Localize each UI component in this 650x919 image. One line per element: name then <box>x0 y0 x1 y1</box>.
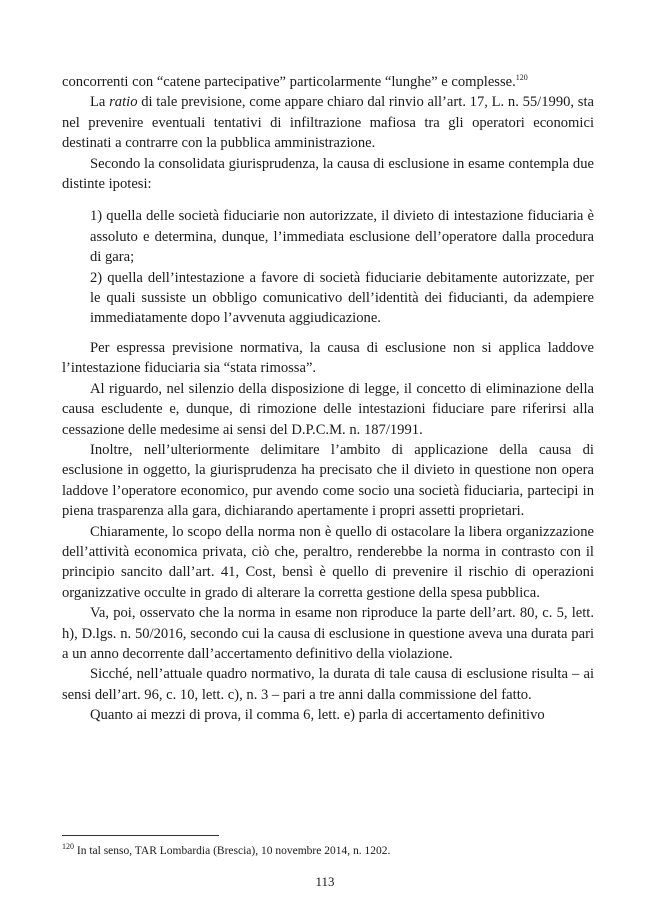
footnote-divider <box>62 835 219 836</box>
paragraph: Per espressa previsione normativa, la causa di esclusione non si applica laddove l’intestazione fiduciaria sia “stata rimossa”. <box>62 339 594 377</box>
footnote-reference[interactable]: 120 <box>515 73 528 83</box>
footnote-number: 120 <box>62 842 74 852</box>
paragraph-continuation: concorrenti con “catene partecipative” particolarmente “lunghe” e complesse.$^{120}$ <box>62 73 528 90</box>
paragraph-ratio: La ratio di tale previsione, come appare chiaro dal rinvio all’art. 17, L. n. 55/1990, sta nel prevenire eventuali tentativi di infiltrazione mafiosa tra gli operatori economici destinati a contrarre con la pubblica amministrazione. <box>62 94 594 152</box>
hypotheses-list <box>62 206 594 328</box>
list-item: 1) quella delle società fiduciarie non autorizzate, il divieto di intestazione fiduciaria è assoluto e determina, dunque, l’immediata esclusione dell’operatore dalla procedura di gara; <box>90 208 594 266</box>
italic-term: ratio <box>109 94 138 111</box>
body-text <box>62 72 594 726</box>
paragraph: Secondo la consolidata giurisprudenza, la causa di esclusione in esame contempla due distinte ipotesi: <box>62 155 594 193</box>
paragraph: Va, poi, osservato che la norma in esame non riproduce la parte dell’art. 80, c. 5, lett. h), D.lgs. n. 50/2016, secondo cui la causa di esclusione in questione aveva una durata pari a un anno decorrente dall’accertamento definitivo della violazione. <box>62 605 594 662</box>
paragraph: Al riguardo, nel silenzio della disposizione di legge, il concetto di eliminazione della causa escludente e, dunque, di rimozione delle intestazioni fiduciare pare riferirsi alla cessazione delle medesime ai sensi del D.P.C.M. n. 187/1991. <box>62 380 594 438</box>
footnote <box>62 844 594 859</box>
paragraph: Sicché, nell’attuale quadro normativo, la durata di tale causa di esclusione risulta – ai sensi dell’art. 96, c. 10, lett. c), n. 3 – pari a tre anni dalla commissione del fatto. <box>62 666 594 703</box>
paragraph: Quanto ai mezzi di prova, il comma 6, lett. e) parla di accertamento definitivo <box>90 707 545 724</box>
page-number: 113 <box>315 874 335 889</box>
paragraph: Chiaramente, lo scopo della norma non è quello di ostacolare la libera organizzazione dell’attività economica privata, ciò che, peraltro, renderebbe la norma in contrasto con il principio sancito dall’art. 41, Cost, bensì è quello di prevenire il rischio di operazioni organizzative occulte in grado di alterare la corretta gestione della spesa pubblica. <box>62 523 594 601</box>
paragraph: Inoltre, nell’ulteriormente delimitare l’ambito di applicazione della causa di esclusione in oggetto, la giurisprudenza ha precisato che il divieto in questione non opera laddove l’operatore economico, pur avendo come socio una società fiduciaria, partecipi in piena trasparenza alla gara, dichiarando apertamente i propri assetti proprietari. <box>62 441 594 520</box>
footnote-text: In tal senso, TAR Lombardia (Brescia), 10 novembre 2014, n. 1202. <box>74 845 391 857</box>
list-item: 2) quella dell’intestazione a favore di società fiduciarie debitamente autorizzate, per le quali sussiste un obbligo comunicativo dell’identità dei fiducianti, da adempiere immediatamente dopo l’avvenuta aggiudicazione. <box>90 269 594 327</box>
